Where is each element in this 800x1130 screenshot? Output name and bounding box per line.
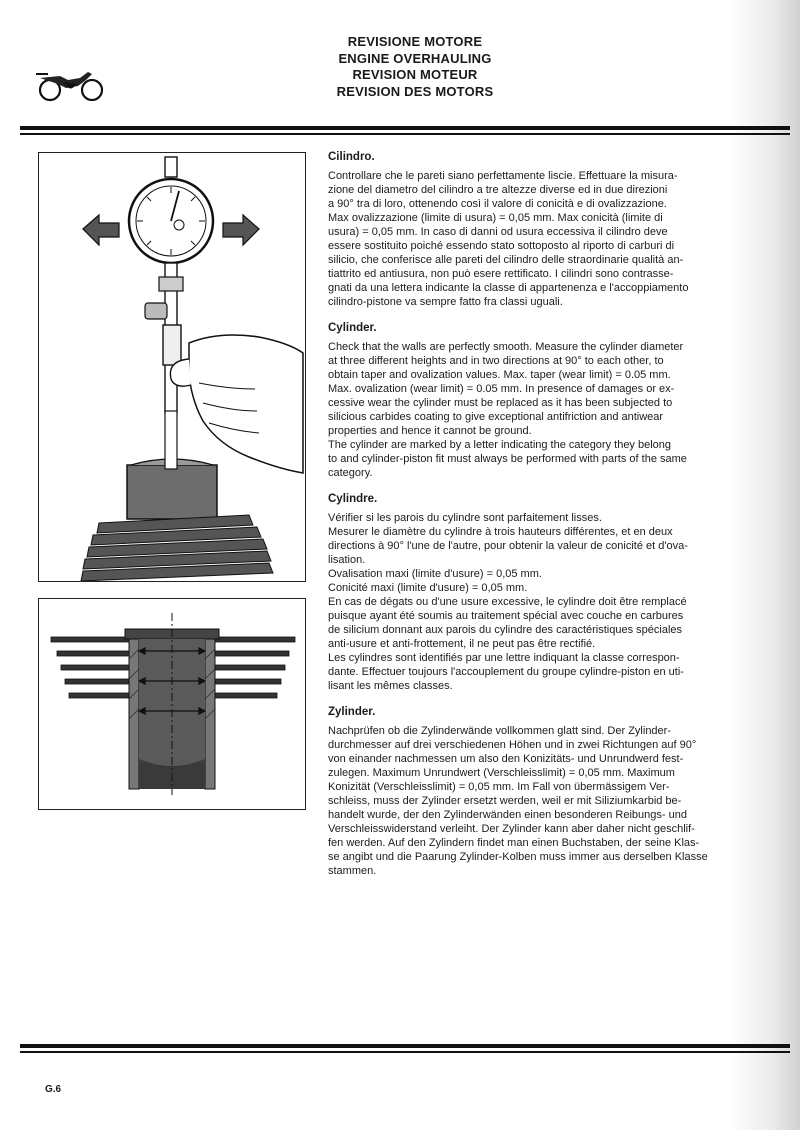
section-heading: Cilindro. — [328, 151, 375, 163]
page-number: G.6 — [45, 1084, 62, 1095]
text-line: usura) = 0,05 mm. In caso di danni od usura eccessiva il cilindro deve — [328, 226, 668, 238]
section-german — [328, 705, 734, 878]
text-line: Max ovalizzazione (limite di usura) = 0,05 mm. Max conicità (limite di — [328, 212, 663, 224]
section-heading: Cylindre. — [328, 493, 378, 505]
text-line: durchmesser auf drei verschiedenen Höhen und in zwei Richtungen auf 90° — [328, 739, 697, 751]
text-line: Les cylindres sont identifiés par une lettre indiquant la classe correspon- — [328, 652, 680, 664]
text-line: category. — [328, 467, 373, 479]
text-line: properties and hence it cannot be ground. — [328, 425, 532, 437]
section-english — [328, 321, 734, 480]
text-line: essere sostituito poiché essendo stato sottoposto al riporto di carburi di — [328, 240, 675, 252]
section-body — [328, 511, 734, 693]
text-line: at three different heights and in two directions at 90° to each other, to — [328, 355, 664, 367]
text-line: cilindro-pistone va sempre fatto fra classi uguali. — [328, 296, 563, 308]
title-italian: REVISIONE MOTORE — [347, 34, 483, 49]
section-italian — [328, 150, 734, 309]
text-line: de silicium donnant aux parois du cylindre des caractéristiques spéciales — [328, 624, 683, 636]
text-line: directions à 90° l'une de l'autre, pour obtenir la valeur de conicité et d'ova- — [328, 540, 688, 552]
motorcycle-logo-icon — [30, 64, 110, 104]
text-line: lisant les mêmes classes. — [328, 680, 453, 692]
text-line: anti-usure et anti-frottement, il ne peut pas être rectifié. — [328, 638, 596, 650]
text-line: schleiss, muss der Zylinder ersetzt werden, weil er mit Siliziumkarbid be- — [328, 795, 682, 807]
text-line: obtain taper and ovalization values. Max. taper (wear limit) = 0.05 mm. — [328, 369, 671, 381]
text-line: Mesurer le diamètre du cylindre à trois hauteurs différentes, et en deux — [328, 526, 673, 538]
text-line: Nachprüfen ob die Zylinderwände vollkommen glatt sind. Der Zylinder- — [328, 725, 671, 737]
text-line: cessive wear the cylinder must be replaced as it has been subjected to — [328, 397, 673, 409]
text-line: Ovalisation maxi (limite d'usure) = 0,05 mm. — [328, 568, 542, 580]
text-line: tiattrito ed antiusura, non può esere rettificato. I cilindri sono contrasse- — [328, 268, 674, 280]
text-line: The cylinder are marked by a letter indicating the category they belong — [328, 439, 672, 451]
section-body — [328, 724, 734, 878]
text-line: Max. ovalization (wear limit) = 0.05 mm. In presence of damages or ex- — [328, 383, 675, 395]
text-line: En cas de dégats ou d'une usure excessive, le cylindre doit être remplacé — [328, 596, 687, 608]
footer-rule — [20, 1044, 790, 1053]
text-line: Konizität (Verschleisslimit) = 0,05 mm. Im Fall von übermässigem Ver- — [328, 781, 670, 793]
figure-cylinder-section — [38, 598, 306, 810]
figure-bore-gauge — [38, 152, 306, 582]
text-line: puisque ayant été soumis au traitement spécial avec couche en carbures — [328, 610, 684, 622]
text-line: handelt wurde, der den Zylinderwänden einen besonderen Reibungs- und — [328, 809, 687, 821]
text-line: zulegen. Maximum Unrundwert (Verschleisslimit) = 0,05 mm. Maximum — [328, 767, 675, 779]
text-line: Vérifier si les parois du cylindre sont parfaitement lisses. — [328, 512, 602, 524]
text-line: zione del diametro del cilindro a tre altezze diverse ed in due direzioni — [328, 184, 668, 196]
page-title — [300, 34, 530, 100]
text-column — [328, 150, 734, 890]
text-line: Check that the walls are perfectly smooth. Measure the cylinder diameter — [328, 341, 684, 353]
text-line: to and cylinder-piston fit must always be performed with parts of the same — [328, 453, 687, 465]
section-heading: Cylinder. — [328, 322, 377, 334]
text-line: silicious carbides coating to give exceptional antifriction and antiwear — [328, 411, 664, 423]
text-line: Controllare che le pareti siano perfettamente liscie. Effettuare la misura- — [328, 170, 678, 182]
text-line: gnati da una lettera indicante la classe di appartenenza e l'accoppiamento — [328, 282, 689, 294]
text-line: von einander nachmessen um also den Konizitäts- und Unrundwerd fest- — [328, 753, 684, 765]
text-line: Conicité maxi (limite d'usure) = 0,05 mm. — [328, 582, 528, 594]
text-line: stammen. — [328, 865, 377, 877]
title-french: REVISION MOTEUR — [352, 67, 478, 82]
section-french — [328, 492, 734, 693]
section-body — [328, 340, 734, 480]
title-german: REVISION DES MOTORS — [336, 83, 494, 99]
header-rule — [20, 126, 790, 135]
text-line: se angibt und die Paarung Zylinder-Kolben muss immer aus derselben Klasse — [328, 851, 708, 863]
section-body — [328, 169, 734, 309]
scan-edge-shading — [730, 0, 800, 1130]
title-english: ENGINE OVERHAULING — [338, 50, 492, 66]
text-line: dante. Effectuer toujours l'accouplement du groupe cylindre-piston en uti- — [328, 666, 684, 678]
text-line: Verschleisswiderstand verleiht. Der Zylinder kann aber daher nicht geschlif- — [328, 823, 695, 835]
text-line: a 90° tra di loro, ottenendo così il valore di conicità e di ovalizzazione. — [328, 198, 667, 210]
text-line: lisation. — [328, 554, 366, 566]
section-heading: Zylinder. — [328, 706, 376, 718]
text-line: fen werden. Auf den Zylindern findet man einen Buchstaben, der seine Klas- — [328, 837, 700, 849]
text-line: silicio, che conferisce alle pareti del cilindro delle straordinarie qualità an- — [328, 254, 684, 266]
